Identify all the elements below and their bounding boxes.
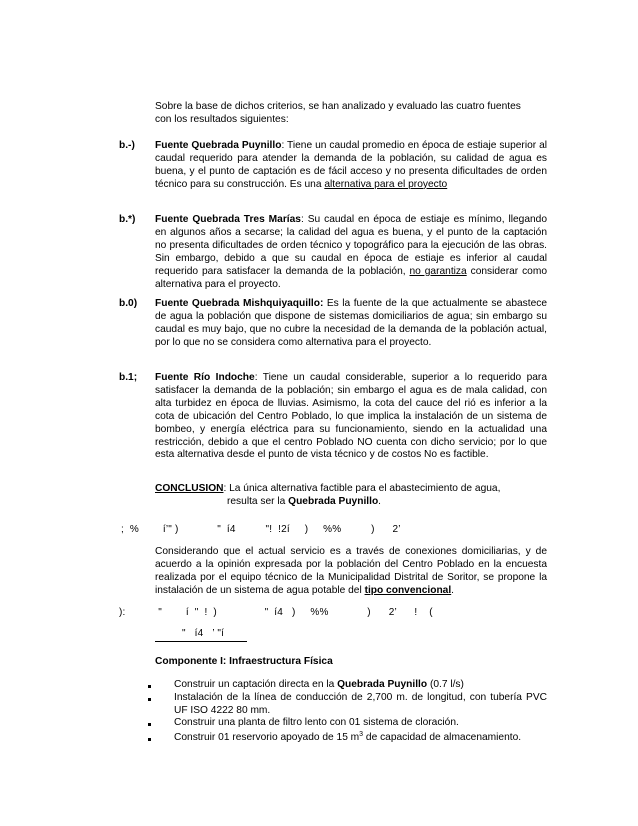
- paragraph-text: Considerando que el actual servicio es a través de conexiones domiciliarias, y de acuerdo a la opinión expresada por la población del Centro Poblado en la encuesta realizada por el equipo técnico de la Municipalidad Distrital de Soritor, se propone la instalación de un sistema de agua potable del: [155, 546, 547, 596]
- divider: [155, 641, 247, 642]
- bullet-icon: [148, 738, 151, 741]
- bullet-post: (0.7 l/s): [427, 679, 464, 690]
- component-title: Componente I: Infraestructura Física: [155, 656, 333, 667]
- paragraph-bold-underlined: tipo convencional: [364, 584, 452, 596]
- item-text: Es la fuente de la que actualmente se abastece de agua la población que dispone de sistemas domiciliarios de agua; sin embargo su caudal es muy bajo, que no cubre la necesidad de la demanda de la población actual, por lo que no se considera como alternativa para el proyecto.: [155, 298, 548, 348]
- item-tres-marias: [155, 214, 547, 291]
- bullet-icon: [148, 685, 151, 688]
- item-label: b.1;: [119, 372, 138, 383]
- item-mishquiyaquillo: [155, 298, 547, 350]
- conclusion-text: : La única alternativa factible para el abastecimiento de agua,: [223, 483, 501, 494]
- garbled-heading-1: ; % í’" ) " í4 "! !2í ) %% ) 2’: [121, 524, 401, 535]
- item-title: Fuente Quebrada Tres Marías: [155, 214, 301, 225]
- item-puynillo: [155, 140, 547, 192]
- conclusion-label: CONCLUSION: [155, 483, 224, 494]
- item-title: Fuente Quebrada Mishquiyaquillo:: [155, 298, 324, 309]
- intro-paragraph: [155, 101, 555, 127]
- bullet-post: de capacidad de almacenamiento.: [363, 732, 522, 743]
- component-item: [174, 679, 547, 692]
- item-text: : Tiene un caudal considerable, superior a lo requerido para satisfacer la demanda de la población; sin embargo el agua es de mala calidad, con alta turbidez en época de lluvias. Asimismo, la cota del cauce del rió es inferior a la cota de ubicación del Centro Poblado, lo que implica la instalación de un sistema de bombeo, y energía eléctrica para su funcionamiento, siendo en la actualidad una restricción, debido a que el centro Poblado NO cuenta con dicho servicio; por lo que esta alternativa desde el punto de vista técnico y de costos No es factible.: [155, 372, 547, 461]
- conclusion-post: .: [378, 495, 382, 507]
- item-label: b.-): [119, 140, 135, 151]
- conclusion-pre: resulta ser la: [227, 495, 289, 507]
- bullet-bold: Quebrada Puynillo: [337, 679, 428, 690]
- item-label: b.0): [119, 298, 138, 309]
- component-item: [174, 692, 547, 718]
- component-item: [174, 717, 547, 730]
- item-text-after: considerar como alternativa para el proyecto.: [155, 265, 548, 290]
- item-underlined: no garantiza: [409, 265, 467, 277]
- item-text: : Su caudal en época de estiaje es mínimo, llegando en algunos años a secarse; la calidad del agua es buena, y el punto de la captación no presenta dificultades de orden técnico y topográfico para la ejecución de las obras. Sin embargo, debido a que su caudal en época de estiaje es inferior al caudal requerido para satisfacer la demanda de la población,: [155, 214, 547, 277]
- conclusion-line-2: [155, 496, 547, 509]
- bullet-icon: [148, 723, 151, 726]
- intro-line-2: con los resultados siguientes:: [155, 113, 289, 125]
- bullet-icon: [148, 698, 151, 701]
- item-rio-indoche: [155, 372, 547, 462]
- bullet-text: Construir un captación directa en la: [174, 679, 338, 690]
- proposal-paragraph: [155, 546, 547, 598]
- bullet-text: Construir 01 reservorio apoyado de 15 m: [174, 732, 360, 743]
- bullet-text: Instalación de la línea de conducción de 2,700 m. de longitud, con tubería PVC UF ISO 4222 80 mm.: [174, 692, 547, 716]
- conclusion-bold: Quebrada Puynillo: [288, 495, 379, 507]
- item-underlined: alternativa para el proyecto: [324, 178, 448, 190]
- item-text: : Tiene un caudal promedio en época de estiaje superior al caudal requerido para atender la demanda de la población, su calidad de agua es buena, y el punto de captación es de fácil acceso y no presenta dificultades de orden técnico para su construcción. Es una: [155, 140, 548, 190]
- garbled-heading-2: ): " í " ! ) " í4 ) %% ) 2’ ! (: [119, 607, 433, 618]
- bullet-text: Construir una planta de filtro lento con 01 sistema de cloración.: [174, 717, 459, 728]
- component-item: [174, 732, 547, 745]
- paragraph-end: .: [451, 584, 455, 596]
- intro-line-1: Sobre la base de dichos criterios, se han analizado y evaluado las cuatro fuentes: [155, 101, 521, 112]
- item-title: Fuente Río Indoche: [155, 372, 255, 383]
- garbled-heading-3: " í4 ’ "í: [182, 628, 225, 639]
- item-label: b.*): [119, 214, 136, 225]
- item-title: Fuente Quebrada Puynillo: [155, 140, 282, 151]
- bullet-sup: 3: [359, 731, 364, 738]
- conclusion: [155, 483, 547, 509]
- conclusion-line-1: [155, 483, 547, 496]
